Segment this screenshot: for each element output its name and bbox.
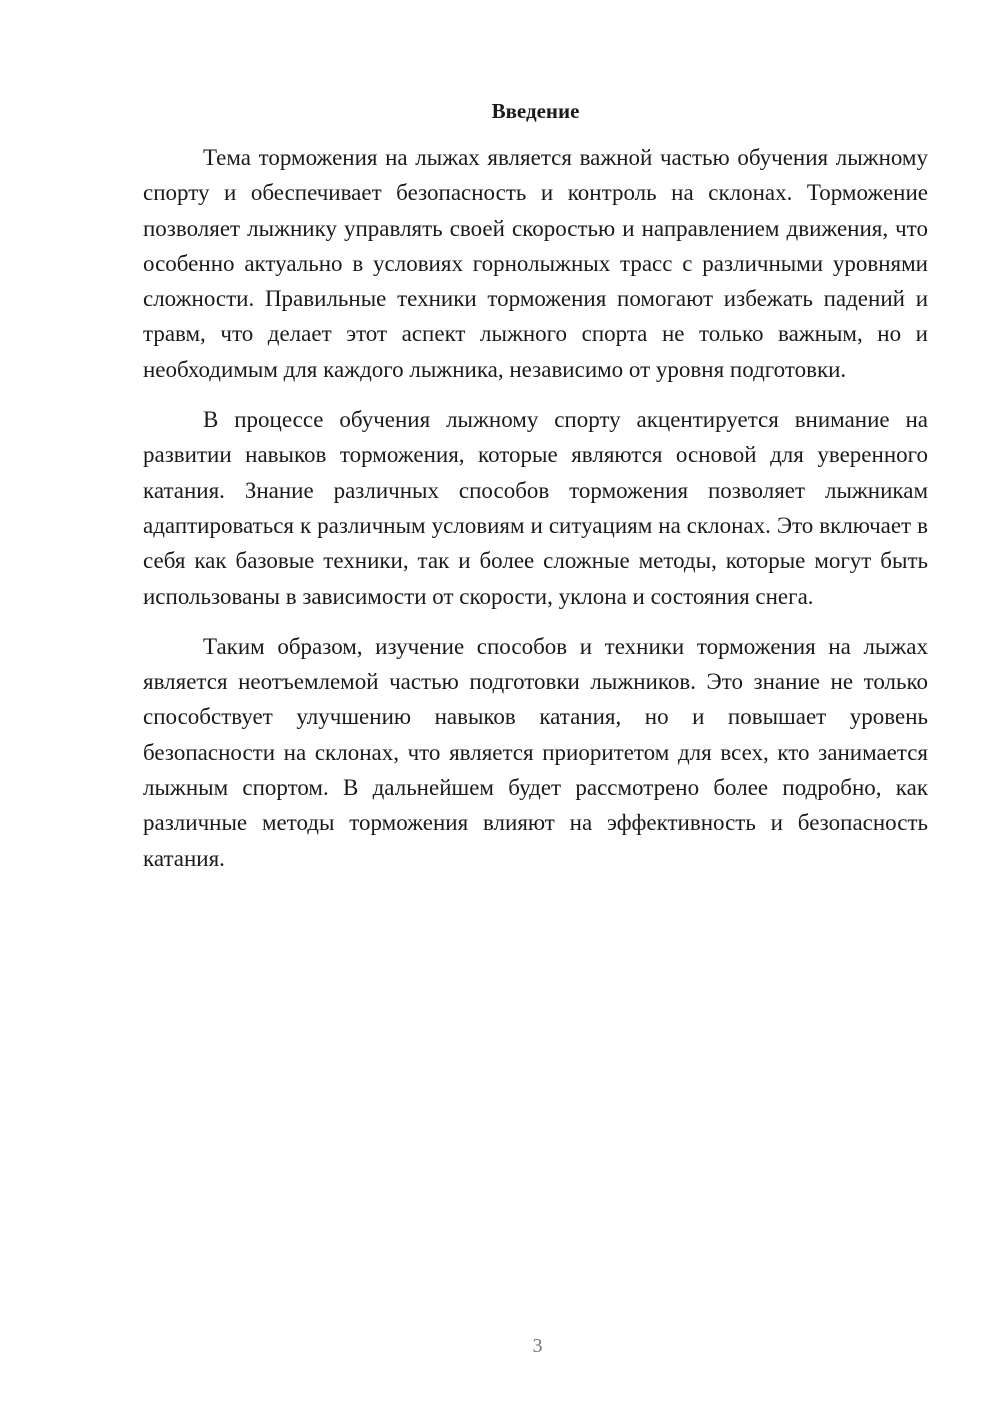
section-heading: Введение <box>491 99 580 123</box>
page-content <box>143 96 928 891</box>
page-number: 3 <box>532 1335 543 1357</box>
paragraph-3: Таким образом, изучение способов и техники торможения на лыжах является неотъемлемой частью подготовки лыжников. Это знание не только способствует улучшению навыков катания, но и повышает уровень безопасности на склонах, что является приоритетом для всех, кто занимается лыжным спортом. В дальнейшем будет рассмотрено более подробно, как различные методы торможения влияют на эффективность и безопасность катания. <box>143 633 928 871</box>
paragraph-2: В процессе обучения лыжному спорту акцентируется внимание на развитии навыков торможения, которые являются основой для уверенного катания. Знание различных способов торможения позволяет лыжникам адаптироваться к различным условиям и ситуациям на склонах. Это включает в себя как базовые техники, так и более сложные методы, которые могут быть использованы в зависимости от скорости, уклона и состояния снега. <box>143 407 928 609</box>
paragraph-1: Тема торможения на лыжах является важной частью обучения лыжному спорту и обеспечивает безопасность и контроль на склонах. Торможение позволяет лыжнику управлять своей скоростью и направлением движения, что особенно актуально в условиях горнолыжных трасс с различными уровнями сложности. Правильные техники торможения помогают избежать падений и травм, что делает этот аспект лыжного спорта не только важным, но и необходимым для каждого лыжника, независимо от уровня подготовки. <box>143 145 928 382</box>
